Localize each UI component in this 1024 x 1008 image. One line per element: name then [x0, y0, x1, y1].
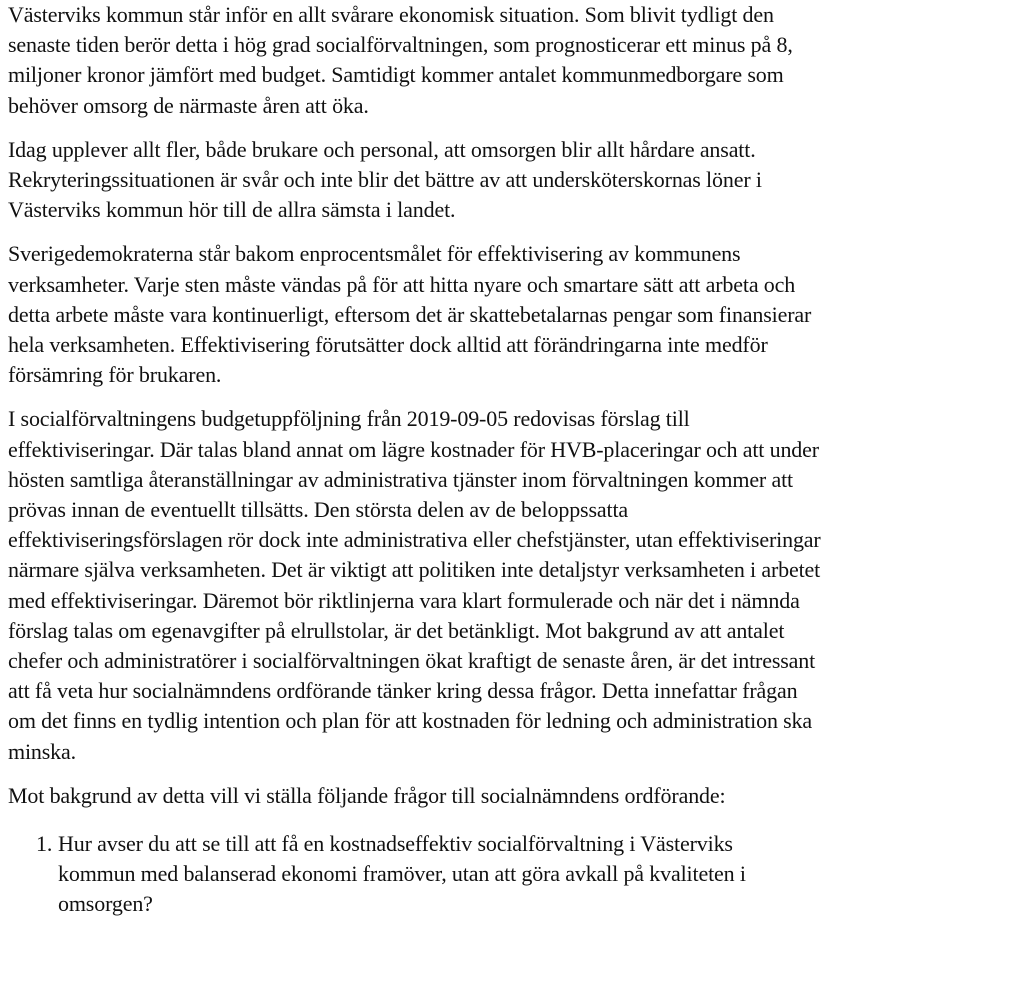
paragraph-budget-followup: [8, 404, 1020, 766]
text-line: försämring för brukaren.: [8, 362, 222, 388]
text-line: Rekryteringssituationen är svår och inte blir det bättre av att undersköterskornas löner i: [8, 167, 762, 193]
text-line: I socialförvaltningens budgetuppföljning från 2019-09-05 redovisas förslag till: [8, 406, 690, 432]
text-line: Mot bakgrund av detta vill vi ställa följande frågor till socialnämndens ordförande:: [8, 782, 726, 808]
text-line: behöver omsorg de närmaste åren att öka.: [8, 92, 369, 118]
list-number: 1.: [36, 831, 53, 857]
text-line: effektiviseringar. Där talas bland annat om lägre kostnader för HVB-placeringar och att under: [8, 436, 819, 462]
text-line: Västerviks kommun står inför en allt svårare ekonomisk situation. Som blivit tydligt den: [8, 2, 774, 27]
text-line: omsorgen?: [58, 891, 153, 917]
text-line: prövas innan de eventuellt tillsätts. Den största delen av de beloppssatta: [8, 497, 629, 523]
text-line: senaste tiden berör detta i hög grad socialförvaltningen, som prognosticerar ett minus på 8,: [8, 32, 793, 58]
text-line: detta arbete måste vara kontinuerligt, eftersom det är skattebetalarnas pengar som finansierar: [8, 301, 812, 327]
text-line: effektiviseringsförslagen rör dock inte administrativa eller chefstjänster, utan effektiviseringar: [8, 527, 821, 553]
text-line: chefer och administratörer i socialförvaltningen ökat kraftigt de senaste åren, är det intressant: [8, 648, 816, 674]
question-item: [8, 829, 1020, 920]
text-line: närmare själva verksamheten. Det är viktigt att politiken inte detaljstyr verksamheten i arbetet: [8, 557, 821, 583]
text-line: Hur avser du att se till att få en kostnadseffektiv socialförvaltning i Västerviks: [58, 831, 733, 857]
text-line: verksamheter. Varje sten måste vändas på för att hitta nyare och smartare sätt att arbeta och: [8, 271, 796, 297]
text-line: hela verksamheten. Effektivisering förutsätter dock alltid att förändringarna inte medför: [8, 332, 768, 358]
text-line: med effektiviseringar. Däremot bör riktlinjerna vara klart formulerade och när det i nämnda: [8, 587, 800, 613]
paragraph-question-intro: [8, 781, 1020, 811]
paragraph-care-pressure: [8, 135, 1020, 226]
text-line: kommun med balanserad ekonomi framöver, utan att göra avkall på kvaliteten i: [58, 861, 746, 887]
text-line: att få veta hur socialnämndens ordförande tänker kring dessa frågor. Detta innefattar frågan: [8, 678, 798, 704]
text-line: Västerviks kommun hör till de allra sämsta i landet.: [8, 197, 456, 223]
text-line: om det finns en tydlig intention och plan för att kostnaden för ledning och administration ska: [8, 708, 813, 734]
document-page: [8, 0, 1020, 920]
text-line: förslag talas om egenavgifter på elrullstolar, är det betänkligt. Mot bakgrund av att antalet: [8, 617, 785, 643]
text-line: hösten samtliga återanställningar av administrativa tjänster inom förvaltningen kommer att: [8, 466, 793, 492]
question-list: [8, 829, 1020, 920]
paragraph-economic-situation: [8, 0, 1020, 121]
text-line: Sverigedemokraterna står bakom enprocentsmålet för effektivisering av kommunens: [8, 241, 741, 267]
paragraph-efficiency-goal: [8, 239, 1020, 390]
text-line: minska.: [8, 738, 77, 764]
text-line: Idag upplever allt fler, både brukare och personal, att omsorgen blir allt hårdare ansatt.: [8, 136, 756, 162]
text-line: miljoner kronor jämfört med budget. Samtidigt kommer antalet kommunmedborgare som: [8, 62, 784, 88]
